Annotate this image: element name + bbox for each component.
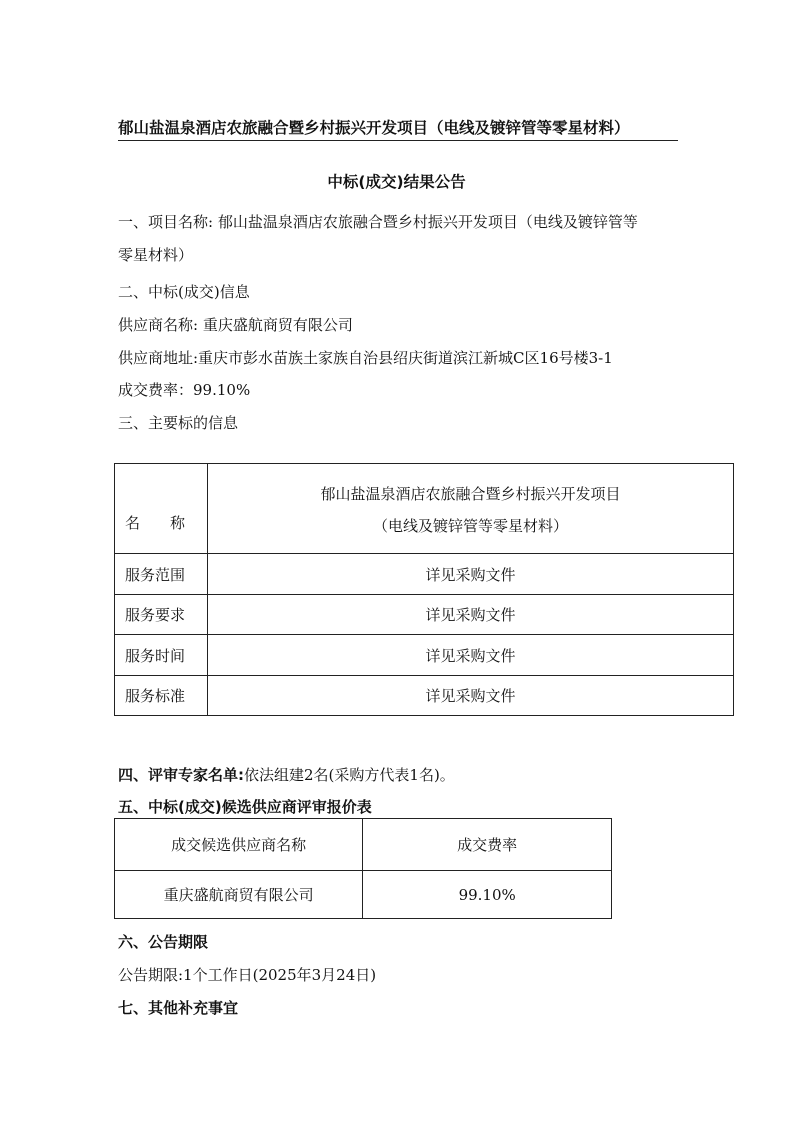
expert-list-text: 依法组建2名(采购方代表1名)。 bbox=[244, 766, 455, 784]
fee-rate: 成交费率：99.10% bbox=[118, 381, 251, 399]
project-name-label: 一、项目名称: bbox=[118, 213, 214, 231]
row-value: 详见采购文件 bbox=[208, 635, 734, 676]
document-title: 郁山盐温泉酒店农旅融合暨乡村振兴开发项目（电线及镀锌管等零星材料） bbox=[118, 116, 678, 141]
project-name-continuation: 零星材料） bbox=[118, 246, 194, 264]
section-heading-award-info: 二、中标(成交)信息 bbox=[118, 283, 250, 301]
expert-list-heading: 四、评审专家名单: bbox=[118, 766, 244, 784]
section-heading-notice-period: 六、公告期限 bbox=[118, 933, 209, 951]
table-row bbox=[115, 676, 734, 716]
subject-info-table bbox=[114, 463, 734, 716]
table-header-row bbox=[115, 819, 612, 871]
name-value-line1: 郁山盐温泉酒店农旅融合暨乡村振兴开发项目 bbox=[320, 484, 621, 503]
header-fee-rate: 成交费率 bbox=[363, 819, 612, 871]
name-label-cell bbox=[115, 464, 208, 554]
supplier-address: 供应商地址:重庆市彭水苗族土家族自治县绍庆街道滨江新城C区16号楼3-1 bbox=[118, 349, 613, 367]
cell-fee-rate: 99.10% bbox=[363, 871, 612, 919]
candidate-quote-table bbox=[114, 818, 612, 919]
table-row bbox=[115, 554, 734, 595]
cell-supplier-name: 重庆盛航商贸有限公司 bbox=[115, 871, 363, 919]
supplier-name: 供应商名称: 重庆盛航商贸有限公司 bbox=[118, 316, 353, 334]
row-label: 服务时间 bbox=[115, 635, 208, 676]
row-label: 服务范围 bbox=[115, 554, 208, 595]
name-label-b: 称 bbox=[170, 514, 186, 532]
row-label: 服务标准 bbox=[115, 676, 208, 716]
row-value: 详见采购文件 bbox=[208, 554, 734, 595]
header-supplier-name: 成交候选供应商名称 bbox=[115, 819, 363, 871]
expert-list-line bbox=[118, 764, 455, 785]
section-heading-subject-info: 三、主要标的信息 bbox=[118, 414, 239, 432]
table-row bbox=[115, 635, 734, 676]
project-name-value: 郁山盐温泉酒店农旅融合暨乡村振兴开发项目（电线及镀锌管等 bbox=[217, 213, 638, 231]
section-heading-other-matters: 七、其他补充事宜 bbox=[118, 999, 239, 1017]
document-subtitle: 中标(成交)结果公告 bbox=[327, 173, 466, 191]
row-value: 详见采购文件 bbox=[208, 676, 734, 716]
table-row bbox=[115, 464, 734, 554]
project-name-line bbox=[118, 211, 638, 232]
name-value-cell bbox=[208, 464, 734, 554]
section-heading-candidates: 五、中标(成交)候选供应商评审报价表 bbox=[118, 798, 372, 816]
table-row bbox=[115, 595, 734, 635]
table-row bbox=[115, 871, 612, 919]
name-label-a: 名 bbox=[125, 514, 141, 532]
row-label: 服务要求 bbox=[115, 595, 208, 635]
name-value-line2: （电线及镀锌管等零星材料） bbox=[372, 516, 568, 535]
notice-period-text: 公告期限:1个工作日(2025年3月24日) bbox=[118, 966, 377, 984]
row-value: 详见采购文件 bbox=[208, 595, 734, 635]
